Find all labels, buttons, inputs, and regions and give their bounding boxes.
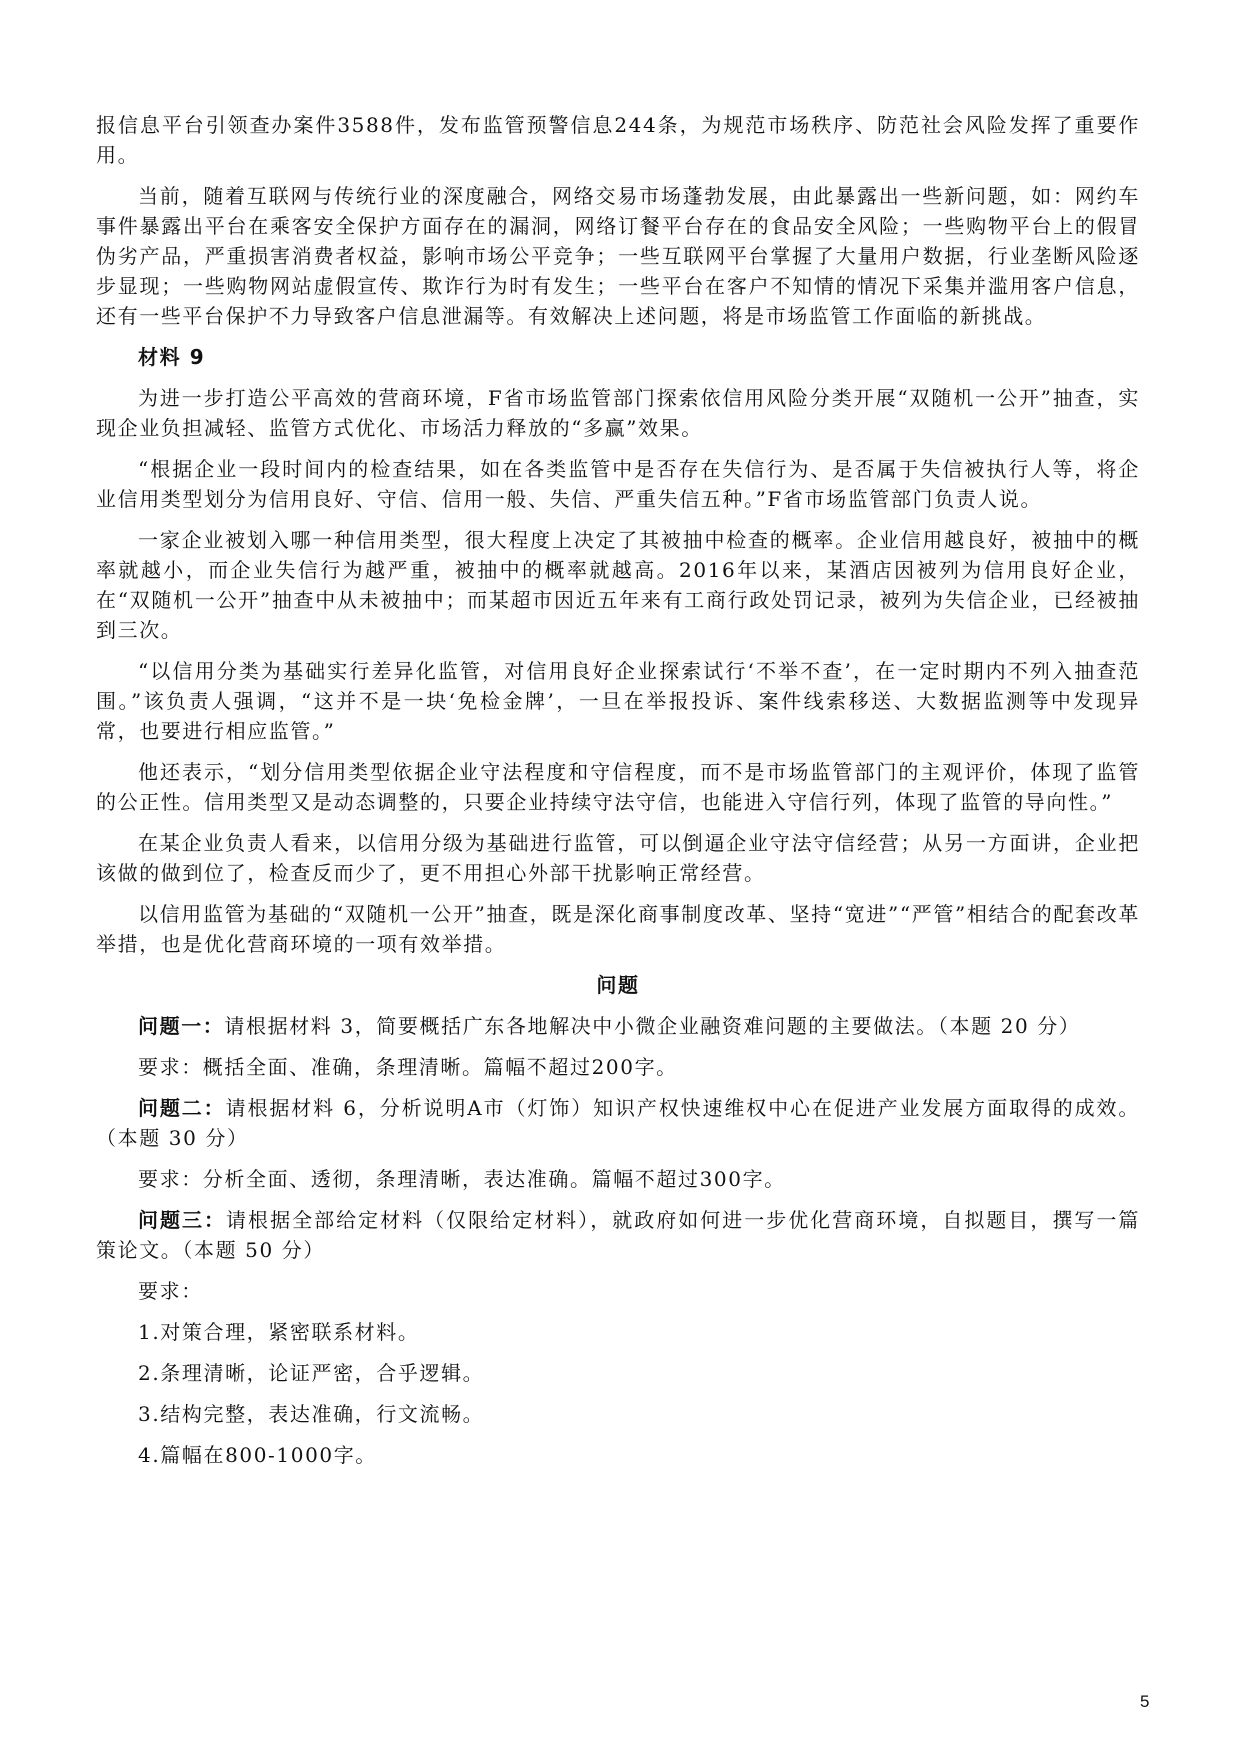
requirement-item: 2.条理清晰，论证严密，合乎逻辑。 <box>138 1361 485 1385</box>
page-number: 5 <box>1140 1692 1150 1711</box>
paragraph: 报信息平台引领查办案件3588件，发布监管预警信息244条，为规范市场秩序、防范社会风险发挥了重要作用。 <box>96 113 1140 167</box>
question-text: 请根据材料 6，分析说明A市（灯饰）知识产权快速维权中心在促进产业发展方面取得的成效。（本题 30 分） <box>96 1096 1140 1150</box>
paragraph: 他还表示，“划分信用类型依据企业守法程度和守信程度，而不是市场监管部门的主观评价，体现了监管的公正性。信用类型又是动态调整的，只要企业持续守法守信，也能进入守信行列，体现了监管的导向性。” <box>96 760 1140 814</box>
question-label: 问题一： <box>138 1014 225 1038</box>
paragraph: “根据企业一段时间内的检查结果，如在各类监管中是否存在失信行为、是否属于失信被执行人等，将企业信用类型划分为信用良好、守信、信用一般、失信、严重失信五种。”F省市场监管部门负责人说。 <box>96 457 1140 511</box>
question-3-requirement: 要求： <box>138 1279 203 1303</box>
question-1 <box>96 1011 1140 1041</box>
requirement-item: 3.结构完整，表达准确，行文流畅。 <box>138 1402 485 1426</box>
paragraph: 为进一步打造公平高效的营商环境，F省市场监管部门探索依信用风险分类开展“双随机一公开”抽查，实现企业负担减轻、监管方式优化、市场活力释放的“多赢”效果。 <box>96 386 1140 440</box>
question-text: 请根据全部给定材料（仅限给定材料），就政府如何进一步优化营商环境，自拟题目，撰写一篇策论文。（本题 50 分） <box>96 1208 1141 1262</box>
question-label: 问题二： <box>138 1096 226 1120</box>
requirement-item: 1.对策合理，紧密联系材料。 <box>138 1320 420 1344</box>
requirement-item: 4.篇幅在800-1000字。 <box>138 1443 377 1467</box>
question-1-requirement: 要求：概括全面、准确，条理清晰。篇幅不超过200字。 <box>138 1055 678 1079</box>
document-body <box>96 110 1140 1481</box>
question-3 <box>96 1205 1140 1265</box>
paragraph: 以信用监管为基础的“双随机一公开”抽查，既是深化商事制度改革、坚持“宽进”“严管”相结合的配套改革举措，也是优化营商环境的一项有效举措。 <box>96 902 1140 956</box>
question-2-requirement: 要求：分析全面、透彻，条理清晰，表达准确。篇幅不超过300字。 <box>138 1167 786 1191</box>
paragraph: “以信用分类为基础实行差异化监管，对信用良好企业探索试行‘不举不查’，在一定时期内不列入抽查范围。”该负责人强调，“这并不是一块‘免检金牌’，一旦在举报投诉、案件线索移送、大数据监测等中发现异常，也要进行相应监管。” <box>96 659 1140 743</box>
paragraph: 在某企业负责人看来，以信用分级为基础进行监管，可以倒逼企业守法守信经营；从另一方面讲，企业把该做的做到位了，检查反而少了，更不用担心外部干扰影响正常经营。 <box>96 831 1140 885</box>
section-heading-material-9: 材料 9 <box>138 345 206 369</box>
paragraph: 当前，随着互联网与传统行业的深度融合，网络交易市场蓬勃发展，由此暴露出一些新问题，如：网约车事件暴露出平台在乘客安全保护方面存在的漏洞，网络订餐平台存在的食品安全风险；一些购物平台上的假冒伪劣产品，严重损害消费者权益，影响市场公平竞争；一些互联网平台掌握了大量用户数据，行业垄断风险逐步显现；一些购物网站虚假宣传、欺诈行为时有发生；一些平台在客户不知情的情况下采集并滥用客户信息，还有一些平台保护不力导致客户信息泄漏等。有效解决上述问题，将是市场监管工作面临的新挑战。 <box>96 184 1140 328</box>
question-2 <box>96 1093 1140 1153</box>
question-text: 请根据材料 3，简要概括广东各地解决中小微企业融资难问题的主要做法。（本题 20 分） <box>224 1014 1081 1038</box>
paragraph: 一家企业被划入哪一种信用类型，很大程度上决定了其被抽中检查的概率。企业信用越良好，被抽中的概率就越小，而企业失信行为越严重，被抽中的概率就越高。2016年以来，某酒店因被列为信用良好企业， 在“双随机一公开”抽查中从未被抽中；而某超市因近五年来有工商行政处罚记录，被列为失信企业，已经被抽到三次。 <box>96 528 1140 642</box>
question-label: 问题三： <box>138 1208 227 1232</box>
questions-heading: 问题 <box>596 973 640 997</box>
